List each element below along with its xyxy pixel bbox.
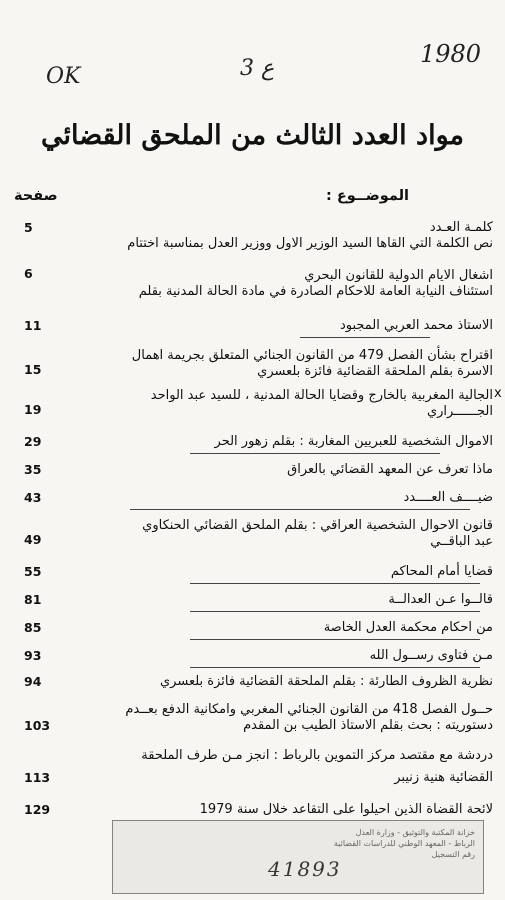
toc-page-number: 113 bbox=[24, 770, 51, 785]
topic-header: الموضــوع : bbox=[326, 188, 409, 204]
toc-entry-title: الجالية المغربية بالخارج وقضايا الحالة المدنية ، للسيد عبد الواحد bbox=[150, 388, 493, 403]
toc-entry-title: الاموال الشخصية للعبريين المغاربة : بقلم زهور الحر bbox=[214, 434, 493, 449]
page-header: صفحة bbox=[14, 188, 58, 204]
handwritten-note-number: ع 3 bbox=[240, 56, 275, 81]
toc-entry-title: قالــوا عـن العدالــة bbox=[388, 592, 493, 607]
stamp-number: 41893 bbox=[268, 857, 342, 881]
toc-entry-title: قانون الاحوال الشخصية العراقي : بقلم الملحق القضائي الحنكاوي bbox=[142, 518, 493, 533]
toc-entry-title: نص الكلمة التي القاها السيد الوزير الاول ووزير العدل بمناسبة اختتام bbox=[127, 236, 493, 251]
toc-page-number: 49 bbox=[24, 532, 42, 547]
toc-entry-title: حــول الفصل 418 من القانون الجنائي المغربي وامكانية الدفع بعــدم bbox=[125, 702, 493, 717]
toc-entry-title: استئناف النيابة العامة للاحكام الصادرة في مادة الحالة المدنية بقلم bbox=[138, 284, 493, 299]
toc-page-number: 43 bbox=[24, 490, 42, 505]
entry-underline bbox=[130, 509, 470, 510]
page-title: مواد العدد الثالث من الملحق القضائي bbox=[40, 120, 464, 151]
toc-page-number: 15 bbox=[24, 362, 42, 377]
entry-underline bbox=[190, 611, 480, 612]
toc-entry-title: مـن فتاوى رســول الله bbox=[369, 648, 493, 663]
toc-page-number: 81 bbox=[24, 592, 42, 607]
toc-page-number: 85 bbox=[24, 620, 42, 635]
toc-page-number: 129 bbox=[24, 802, 51, 817]
toc-entry-title: دردشة مع مقتصد مركز التموين بالرباط : انجز مـن طرف الملحقة bbox=[141, 748, 493, 763]
toc-entry-title: الاستاذ محمد العربي المجبود bbox=[339, 318, 493, 333]
toc-entry-title: دستوريته : بحث بقلم الاستاذ الطيب بن المقدم bbox=[243, 718, 493, 733]
toc-entry-title: اقتراح بشأن الفصل 479 من القانون الجنائي المتعلق بجريمة اهمال bbox=[131, 348, 493, 363]
toc-page-number: 35 bbox=[24, 462, 42, 477]
toc-page-number: 103 bbox=[24, 718, 51, 733]
toc-entry-title: نظرية الظروف الطارئة : بقلم الملحقة القضائية فائزة بلعسري bbox=[160, 674, 493, 689]
toc-entry-title: ماذا تعرف عن المعهد القضائي بالعراق bbox=[287, 462, 493, 477]
archive-stamp bbox=[112, 820, 484, 894]
toc-entry-title: قضايا أمام المحاكم bbox=[390, 564, 493, 579]
toc-entry-title: من احكام محكمة العدل الخاصة bbox=[323, 620, 493, 635]
handwritten-note-ok: OK bbox=[46, 64, 81, 89]
toc-page-number: 93 bbox=[24, 648, 42, 663]
toc-entry-title: ضيــــف العــــدد bbox=[403, 490, 493, 505]
toc-page-number: 5 bbox=[24, 220, 33, 235]
toc-entry-title: اشغال الايام الدولية للقانون البحري bbox=[304, 268, 493, 283]
entry-underline bbox=[190, 583, 480, 584]
toc-page-number: 6 bbox=[24, 266, 33, 281]
handwritten-year: 1980 bbox=[420, 40, 482, 68]
toc-page-number: 55 bbox=[24, 564, 42, 579]
entry-underline bbox=[190, 453, 440, 454]
toc-page-number: 11 bbox=[24, 318, 42, 333]
toc-page-number: 19 bbox=[24, 402, 42, 417]
margin-mark: x bbox=[494, 386, 502, 401]
toc-entry-title: عبد الباقــي bbox=[430, 534, 493, 549]
toc-entry-title: كلمـة العـدد bbox=[429, 220, 493, 235]
toc-entry-title: لائحة القضاة الذين احيلوا على التقاعد خلال سنة 1979 bbox=[199, 802, 493, 817]
entry-underline bbox=[190, 667, 480, 668]
toc-entry-title: القضائية هنية زنيبر bbox=[394, 770, 493, 785]
toc-page-number: 29 bbox=[24, 434, 42, 449]
entry-underline bbox=[190, 639, 480, 640]
toc-page-number: 94 bbox=[24, 674, 42, 689]
toc-entry-title: الاسرة بقلم الملحقة القضائية فائزة بلعسري bbox=[257, 364, 493, 379]
stamp-text: خزانة المكتبة والتوثيق - وزارة العدل الرباط - المعهد الوطني للدراسات القضائية رقم التسجيل bbox=[333, 828, 475, 859]
toc-entry-title: الجــــــراري bbox=[426, 404, 493, 419]
entry-underline bbox=[300, 337, 430, 338]
